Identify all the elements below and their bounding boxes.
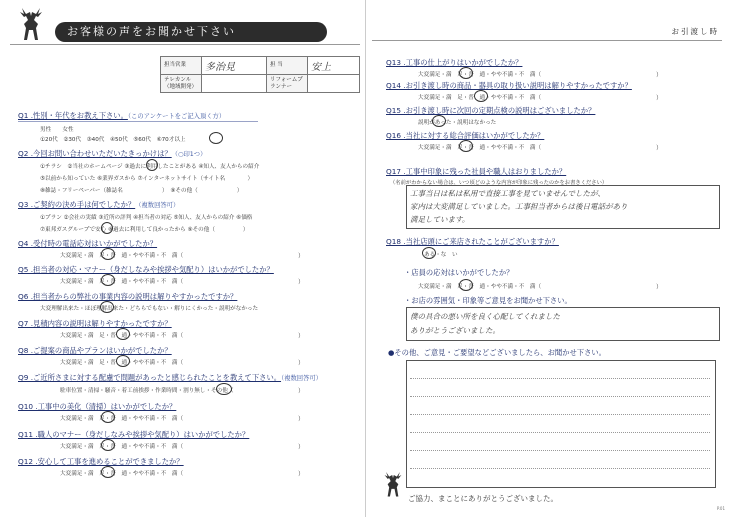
question-q15: Q15 .お引き渡し時に次回の定期点検の説明はございましたか？ (386, 106, 596, 115)
q12-paren: ） (298, 471, 305, 478)
reform-value (308, 75, 360, 93)
q2-options-line2: ⑤以前から知っていた ⑥業界ガスから ⑦インターネットサイト（サイト名 ） (40, 176, 254, 182)
q8-rating: 大変満足・満 足・普 通・やや不満・不 満（ (60, 360, 184, 366)
q16-rating: 大変満足・満 足・普 通・やや不満・不 満（ (418, 145, 542, 151)
question-q9: Q9 .ご近所さまに対する配慮で問題があったと感じられたことを教えて下さい。（複数回答可） (18, 373, 322, 382)
q1-age-options: ①20代 ②30代 ③40代 ④50代 ⑤60代 ⑥70才以上 (40, 137, 186, 143)
q16-paren: ） (656, 145, 663, 152)
q17-handwriting-line1: 工事当日は私は私用で直接工事を見ていませんでしたが、 (410, 189, 605, 198)
q6-answer-circle (100, 301, 114, 313)
q18-options: ある・な い (424, 252, 458, 258)
q9-answer-circle (216, 383, 232, 395)
question-q13: Q13 .工事の仕上がりはいかがでしたか？ (386, 58, 523, 67)
office-label: 担 当 (267, 57, 308, 75)
q9-paren: ） (298, 388, 305, 395)
q13-rating: 大変満足・満 足・普 通・やや不満・不 満（ (418, 72, 542, 78)
q2-options-line1: ①チラシ ②当社のホームページ ③過去に利用したことがある ④知人、友人からの紹介 (40, 164, 260, 170)
question-q17: Q17 .工事中印象に残った社員や職人はおりましたか？ (386, 167, 567, 176)
question-q5: Q5 .担当者の対応・マナー（身だしなみや挨拶や気配り）はいかがでしたか？ (18, 265, 274, 274)
tele-label: テレカンル（地域開発） (161, 75, 202, 93)
sales-value: 多治見 (202, 57, 267, 75)
q17-handwriting-line2: 家内は大変満足していました。工事担当者からは後日電話があり (410, 202, 628, 211)
q16-answer-circle (459, 140, 473, 152)
office-value: 安上 (308, 57, 360, 75)
q13-answer-circle (459, 67, 473, 79)
q10-rating: 大変満足・満 足・普 通・やや不満・不 満（ (60, 416, 184, 422)
q8-paren: ） (298, 360, 305, 367)
q3-answer-circle (101, 222, 113, 234)
comment-line (410, 378, 710, 379)
q6-rating: 大変理解出来た・ほぼ理解出来た・どちらでもない・解りにくかった・説明がなかった (40, 306, 259, 312)
tele-value (202, 75, 267, 93)
q17-handwriting-line3: 満足しています。 (410, 215, 470, 224)
shop-staff-paren: ） (656, 284, 663, 291)
question-q11: Q11 .職人のマナー（身だしなみや挨拶や気配り）はいかがでしたか？ (18, 430, 250, 439)
q1-underline (18, 121, 258, 122)
q3-options-line2: ⑦東邦ガスグループで安心 ⑧過去に利用して良かったから ⑨その他（ ） (40, 227, 249, 233)
q1-gender-options: 男性 女性 (40, 127, 74, 133)
q5-rating: 大変満足・満 足・普 通・やや不満・不 満（ (60, 279, 184, 285)
q13-paren: ） (656, 72, 663, 79)
left-page (0, 0, 365, 517)
q3-options-line1: ①プラン ②会社の実績 ③近所の評判 ④担当者の対応 ⑤知人、友人からの紹介 ⑥価格 (40, 215, 253, 221)
q17-note: （名前がわからない場合は、いつ頃どのような内容が印象に残ったのかをお書きください） (390, 180, 608, 186)
shop-staff-rating: 大変満足・満 足・普 通・やや不満・不 満（ (418, 284, 542, 290)
header-divider (10, 44, 360, 45)
q12-rating: 大変満足・満 足・普 通・やや不満・不 満（ (60, 471, 184, 477)
question-q12: Q12 .安心して工事を進めることができましたか？ (18, 457, 184, 466)
comment-line (410, 414, 710, 415)
q8-answer-circle (116, 355, 130, 367)
deer-logo-icon (14, 6, 48, 44)
q14-answer-circle (474, 90, 488, 102)
other-comments-question: ●その他、ご意見・ご要望などございましたら、お聞かせ下さい。 (388, 348, 606, 357)
q1-answer-circle (209, 132, 223, 144)
q9-options: 駐車位置・清掃・騒音・着工前挨拶・作業時間・割り無し・その他（ (60, 388, 234, 394)
q2-options-line3: ⑧雑誌・フリーペーパー（雑誌名 ） ⑨その他（ ） (40, 188, 243, 194)
comment-line (410, 450, 710, 451)
shop-staff-answer-circle (459, 279, 473, 291)
question-q6: Q6 .担当者からの弊社の事業内容の説明は解りやすかったですか？ (18, 292, 238, 301)
q14-paren: ） (656, 95, 663, 102)
shop-handwriting-line2: ありがとうございました。 (410, 326, 500, 335)
shop-atmosphere-question: ・お店の雰囲気・印象等ご意見をお聞かせ下さい。 (404, 296, 572, 305)
question-q16: Q16 .当社に対する総合評価はいかがでしたか？ (386, 131, 545, 140)
q5-paren: ） (298, 279, 305, 286)
q7-answer-circle (116, 328, 130, 340)
question-q3: Q3 .ご契約の決め手は何でしたか？（複数回答可） (18, 200, 180, 209)
q10-answer-circle (101, 411, 115, 423)
q11-answer-circle (101, 439, 115, 451)
right-page (366, 0, 731, 517)
q14-rating: 大変満足・満 足・普 通・やや不満・不 満（ (418, 95, 542, 101)
q7-rating: 大変満足・満 足・普 通・やや不満・不 満（ (60, 333, 184, 339)
question-q18: Q18 .当社店頭にご来店されたことがございますか？ (386, 237, 559, 246)
q18-answer-circle (422, 247, 436, 259)
page-title: お客様の声をお聞かせ下さい (55, 22, 327, 42)
deer-footer-icon (380, 468, 406, 502)
q7-paren: ） (298, 333, 305, 340)
q5-answer-circle (101, 274, 115, 286)
shop-staff-question: ・店員の応対はいかがでしたか？ (404, 268, 514, 277)
right-page-title: お引渡し時 (671, 27, 719, 36)
q11-paren: ） (298, 444, 305, 451)
sales-label: 担当営業 (161, 57, 202, 75)
q2-answer-circle (146, 159, 158, 171)
comment-line (410, 432, 710, 433)
q4-rating: 大変満足・満 足・普 通・やや不満・不 満（ (60, 253, 184, 259)
question-q4: Q4 .受付時の電話応対はいかがでしたか？ (18, 239, 158, 248)
question-q2: Q2 .今回お問い合わせいただいたきっかけは？（○印1つ） (18, 149, 207, 158)
question-q7: Q7 .見積内容の説明は解りやすかったですか？ (18, 319, 172, 328)
q4-answer-circle (101, 248, 115, 260)
q15-options: 説明があった・説明はなかった (418, 120, 497, 126)
q10-paren: ） (298, 416, 305, 423)
shop-handwriting-line1: 僕の具合の悪い所を良く心配してくれました (410, 312, 560, 321)
question-q8: Q8 .ご提案の商品やプランはいかがでしたか？ (18, 346, 172, 355)
comment-line (410, 396, 710, 397)
q11-rating: 大変満足・満 足・普 通・やや不満・不 満（ (60, 444, 184, 450)
staff-table (160, 56, 360, 93)
right-header-divider (372, 40, 722, 41)
question-q10: Q10 .工事中の美化（清掃）はいかがでしたか？ (18, 402, 177, 411)
question-q1: Q1 .性別・年代をお教え下さい。（このアンケートをご記入頂く方） (18, 111, 226, 120)
reform-label: リフォームプランナー (267, 75, 308, 93)
page-number: P.01 (716, 506, 725, 511)
closing-message: ご協力、まことにありがとうございました。 (408, 494, 558, 503)
q15-answer-circle (432, 115, 446, 127)
comment-line (410, 468, 710, 469)
q4-paren: ） (298, 253, 305, 260)
q12-answer-circle (101, 466, 115, 478)
question-q14: Q14 .お引き渡し時の商品・器具の取り扱い説明は解りやすかったですか？ (386, 81, 632, 90)
